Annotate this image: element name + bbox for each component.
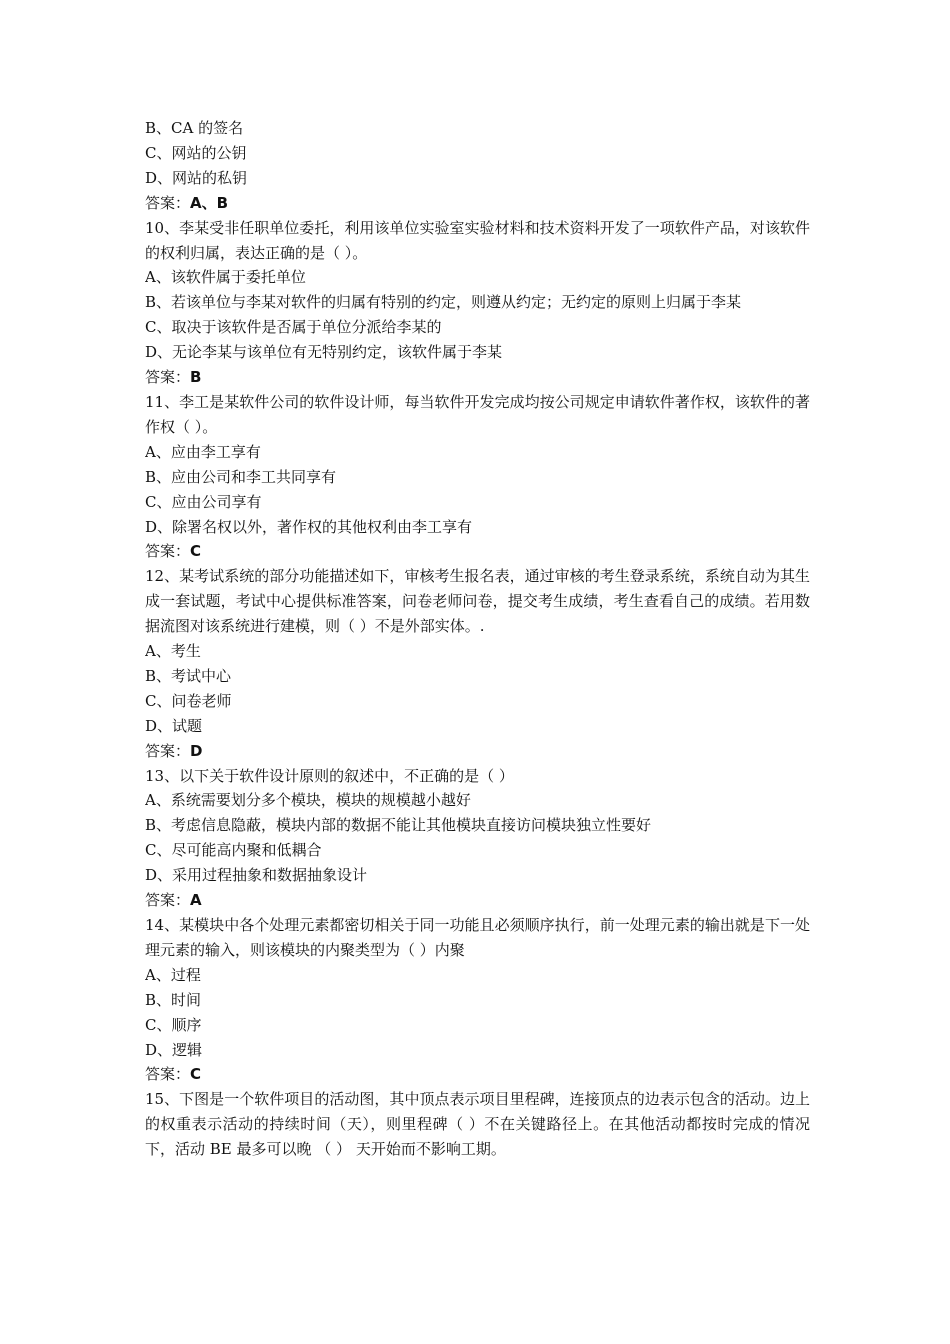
question-text: 10、李某受非任职单位委托，利用该单位实验室实验材料和技术资料开发了一项软件产品，对该软件的权利归属，表达正确的是（ ）。 — [145, 218, 810, 262]
option-line: D、试题 — [145, 716, 203, 735]
answer-value: D — [190, 741, 203, 760]
option-line: D、采用过程抽象和数据抽象设计 — [145, 866, 368, 885]
option-line: B、时间 — [145, 990, 202, 1009]
option-line: A、过程 — [145, 965, 201, 984]
answer-value: B — [190, 368, 202, 387]
option-line: A、应由李工享有 — [145, 442, 261, 461]
option-line: B、CA 的签名 — [145, 119, 244, 137]
question-text: 12、某考试系统的部分功能描述如下，审核考生报名表，通过审核的考生登录系统，系统自动为其生成一套试题，考试中心提供标准答案，问卷老师问卷，提交考生成绩，考生查看自己的成绩。若用数据流图对该系统进行建模，则（ ）不是外部实体。. — [145, 567, 810, 636]
option-line: A、考生 — [145, 642, 201, 661]
option-line: B、考试中心 — [145, 666, 232, 685]
option-line: C、应由公司享有 — [145, 492, 262, 511]
answer-line — [145, 191, 810, 216]
answer-label: 答案： — [145, 741, 191, 760]
answer-value: A — [190, 891, 202, 910]
option-line: B、若该单位与李某对软件的归属有特别的约定，则遵从约定；无约定的原则上归属于李某 — [145, 293, 742, 312]
answer-label: 答案： — [145, 193, 191, 212]
option-line: A、系统需要划分多个模块，模块的规模越小越好 — [145, 791, 471, 810]
option-line: D、网站的私钥 — [145, 168, 248, 187]
option-line: D、无论李某与该单位有无特别约定，该软件属于李某 — [145, 343, 503, 362]
answer-value: C — [190, 1065, 202, 1084]
answer-line — [145, 539, 810, 564]
question-text: 15、下图是一个软件项目的活动图，其中顶点表示项目里程碑，连接顶点的边表示包含的活动。边上的权重表示活动的持续时间（天），则里程碑（ ）不在关键路径上。在其他活动都按时完成的情况下，活动 BE 最多可以晚 （ ） 天开始而不影响工期。 — [145, 1090, 810, 1159]
answer-label: 答案： — [145, 891, 191, 910]
document-page — [145, 116, 810, 1162]
option-line: C、尽可能高内聚和低耦合 — [145, 841, 322, 860]
answer-line — [145, 1062, 810, 1087]
answer-label: 答案： — [145, 368, 191, 387]
question-text: 13、以下关于软件设计原则的叙述中，不正确的是（ ） — [145, 766, 514, 785]
option-line: C、取决于该软件是否属于单位分派给李某的 — [145, 318, 442, 337]
answer-value: C — [190, 542, 202, 561]
answer-label: 答案： — [145, 1065, 191, 1084]
option-line: C、网站的公钥 — [145, 143, 247, 162]
question-text: 14、某模块中各个处理元素都密切相关于同一功能且必须顺序执行，前一处理元素的输出就是下一处理元素的输入，则该模块的内聚类型为（ ）内聚 — [145, 916, 810, 959]
answer-label: 答案： — [145, 542, 191, 561]
question-text: 11、李工是某软件公司的软件设计师，每当软件开发完成均按公司规定申请软件著作权，该软件的著作权（ ）。 — [145, 392, 810, 436]
answer-line — [145, 739, 810, 764]
option-line: B、应由公司和李工共同享有 — [145, 467, 337, 486]
option-line: D、逻辑 — [145, 1040, 203, 1059]
answer-line — [145, 888, 810, 913]
option-line: C、问卷老师 — [145, 691, 232, 710]
answer-value: A、B — [190, 193, 229, 212]
option-line: A、该软件属于委托单位 — [145, 268, 306, 287]
option-line: D、除署名权以外，著作权的其他权利由李工享有 — [145, 517, 473, 536]
option-line: B、考虑信息隐蔽，模块内部的数据不能让其他模块直接访问模块独立性要好 — [145, 816, 652, 835]
option-line: C、顺序 — [145, 1015, 202, 1034]
answer-line — [145, 365, 810, 390]
